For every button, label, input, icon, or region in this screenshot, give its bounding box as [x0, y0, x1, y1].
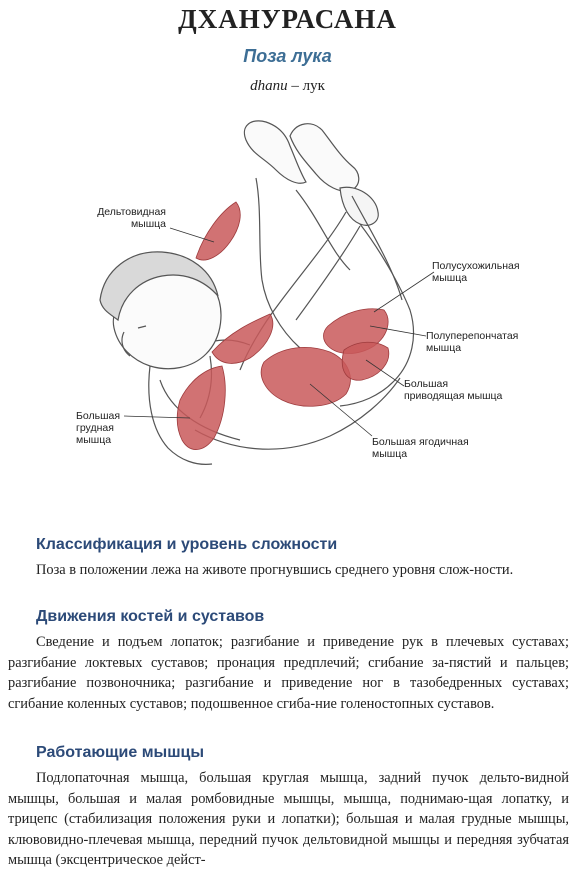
pose-subtitle: Поза лука [243, 46, 332, 66]
label-pectoralis-line1: Большая [76, 410, 121, 422]
label-deltoid [94, 206, 166, 230]
label-gluteus-maximus [372, 436, 469, 460]
text-classification: Поза в положении лежа на животе прогнувшись среднего уровня слож-ности. [36, 562, 514, 578]
text-working-muscles: Подлопаточная мышца, большая круглая мышца, задний пучок дельто-видной мышцы, большая и малая ромбовидные мышцы, мышца, поднимаю-щая лопатку, и трицепс (стабилизация положения руки и лопатки); большая и малая грудные мышцы, клювовидно-плечевая мышца, передний пучок дельтовидной мышцы и передняя зубчатая мышца (эксцентрическое дейст- [8, 770, 569, 868]
label-pectoralis-line3: мышца [76, 434, 112, 446]
text-movements: Сведение и подъем лопаток; разгибание и приведение рук в плечевых суставах; разгибание локтевых суставов; пронация предплечий; сгибание за-пястий и пальцев; разгибание позвоночника; разгибание и приведение ног в тазобедренных суставах; сгибание коленных суставов; подошвенное сгиба-ние голеностопных суставов. [8, 634, 569, 712]
label-gluteus-line1: Большая ягодичная [372, 436, 469, 448]
label-adductor-line1: Большая [404, 378, 449, 390]
label-semitendinosus [432, 260, 520, 284]
label-semimembranosus [426, 330, 518, 354]
label-semitendinosus-line1: Полусухожильная [432, 260, 520, 272]
anatomy-illustration [0, 100, 575, 520]
translation-text: – лук [287, 78, 325, 94]
heading-working-muscles: Работающие мышцы [36, 744, 205, 761]
bow-pose-drawing [0, 100, 575, 520]
page-title: ДХАНУРАСАНА [178, 4, 397, 34]
label-adductor-magnus [404, 378, 502, 402]
label-semitendinosus-line2: мышца [432, 272, 468, 284]
label-pectoralis-major [76, 410, 120, 446]
label-semimembranosus-line1: Полуперепончатая [426, 330, 519, 342]
sanskrit-translation [0, 78, 575, 95]
label-deltoid-line2: мышца [130, 218, 166, 230]
label-adductor-line2: приводящая мышца [404, 390, 503, 402]
heading-classification: Классификация и уровень сложности [36, 536, 338, 553]
heading-movements: Движения костей и суставов [36, 608, 265, 625]
label-pectoralis-line2: грудная [76, 422, 114, 434]
label-gluteus-line2: мышца [372, 448, 408, 460]
label-semimembranosus-line2: мышца [426, 342, 462, 354]
label-deltoid-line1: Дельтовидная [97, 206, 166, 218]
sanskrit-term: dhanu [250, 78, 288, 94]
